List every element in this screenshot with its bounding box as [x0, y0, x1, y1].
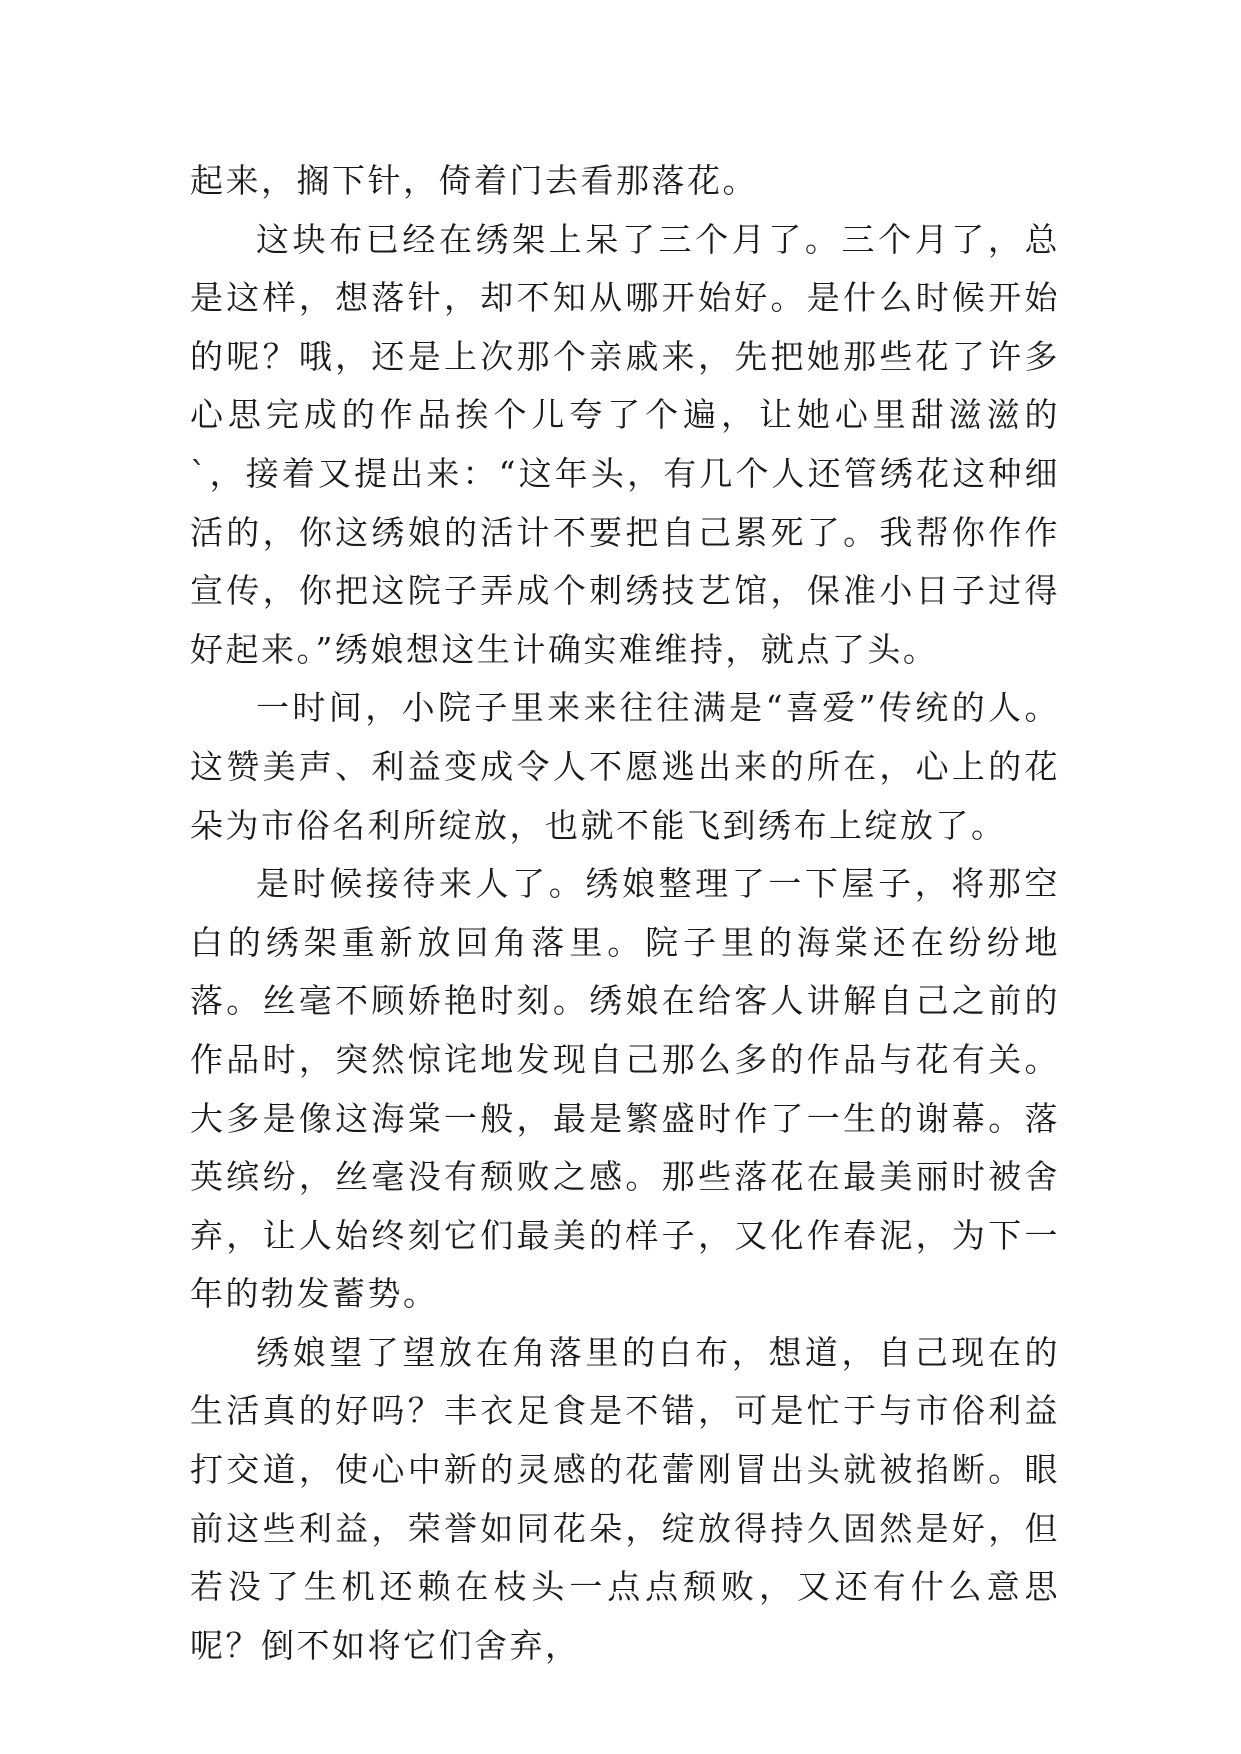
paragraph-5: 绣娘望了望放在角落里的白布，想道，自己现在的生活真的好吗？丰衣足食是不错，可是忙于与市俗利益打交道，使心中新的灵感的花蕾刚冒出头就被掐断。眼前这些利益，荣誉如同花朵，绽放得持久固然是好，但若没了生机还赖在枝头一点点颓败，又还有什么意思呢？倒不如将它们舍弃， — [190, 1332, 1060, 1665]
paragraph-3: 一时间，小院子里来来往往满是“喜爱”传统的人。这赞美声、利益变成令人不愿逃出来的所在，心上的花朵为市俗名利所绽放，也就不能飞到绣布上绽放了。 — [190, 688, 1060, 845]
paragraph-1: 起来，搁下针，倚着门去看那落花。 — [190, 161, 758, 200]
article-body — [190, 152, 1060, 1675]
paragraph-2: 这块布已经在绣架上呆了三个月了。三个月了，总是这样，想落针，却不知从哪开始好。是什么时候开始的呢？哦，还是上次那个亲戚来，先把她那些花了许多心思完成的作品挨个儿夸了个遍，让她心里甜滋滋的`，接着又提出来：“这年头，有几个人还管绣花这种细活的，你这绣娘的活计不要把自己累死了。我帮你作作宣传，你把这院子弄成个刺绣技艺馆，保准小日子过得好起来。”绣娘想这生计确实难维持，就点了头。 — [190, 219, 1060, 669]
paragraph-4: 是时候接待来人了。绣娘整理了一下屋子，将那空白的绣架重新放回角落里。院子里的海棠还在纷纷地落。丝毫不顾娇艳时刻。绣娘在给客人讲解自己之前的作品时，突然惊诧地发现自己那么多的作品与花有关。大多是像这海棠一般，最是繁盛时作了一生的谢幕。落英缤纷，丝毫没有颓败之感。那些落花在最美丽时被舍弃，让人始终刻它们最美的样子，又化作春泥，为下一年的勃发蓄势。 — [190, 864, 1060, 1314]
